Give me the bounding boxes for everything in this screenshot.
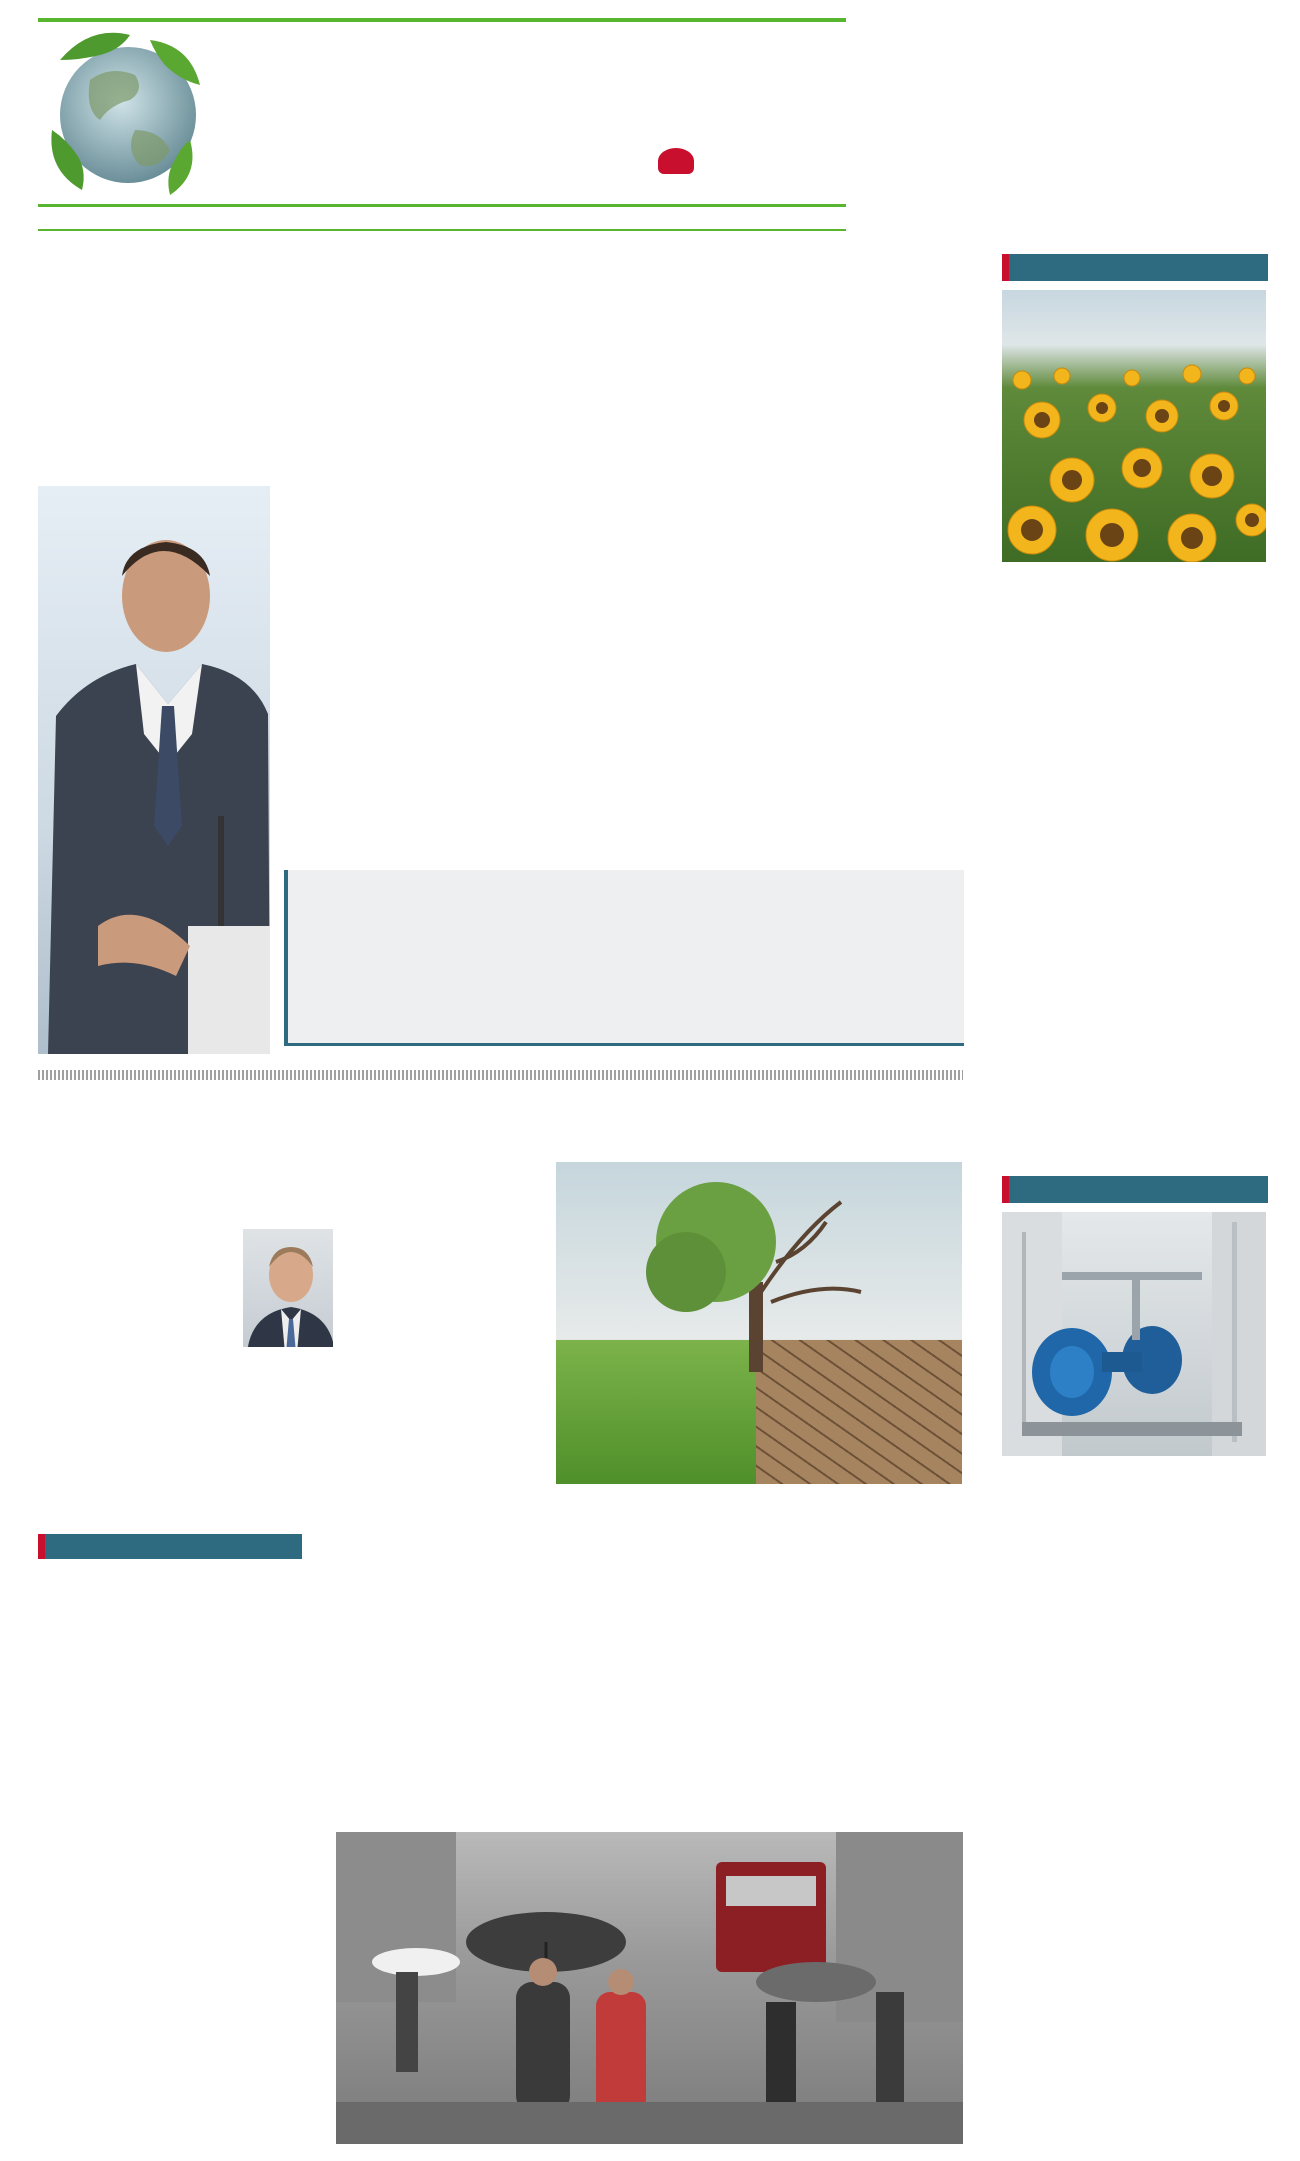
analiz-logo — [658, 140, 848, 186]
sunflower-photo — [1002, 290, 1266, 562]
quote-box-body — [300, 914, 956, 1036]
minister-photo — [38, 486, 270, 1054]
rain-body — [336, 1566, 963, 1828]
rainy-street-photo — [336, 1832, 963, 2144]
analiz-logo-mark — [658, 148, 694, 174]
treatment-system-photo — [1002, 1212, 1266, 1456]
sidebar-tag-treatment — [1002, 1176, 1268, 1203]
tree-drought-photo — [556, 1162, 962, 1484]
sunflower-body — [1002, 634, 1266, 1156]
top-story-body — [866, 46, 1266, 228]
masthead-bottom-rule — [38, 204, 846, 207]
usluel-portrait — [240, 1226, 336, 1350]
quote-box — [284, 870, 964, 1046]
masthead-date-rule — [38, 229, 846, 231]
water-body — [1002, 1532, 1266, 2144]
globe-logo — [40, 20, 210, 200]
main-story-body — [284, 486, 964, 852]
section-separator — [38, 1070, 963, 1080]
stock-tag — [38, 1534, 302, 1559]
stock-body — [38, 1640, 300, 2150]
sidebar-tag-heat — [1002, 254, 1268, 281]
